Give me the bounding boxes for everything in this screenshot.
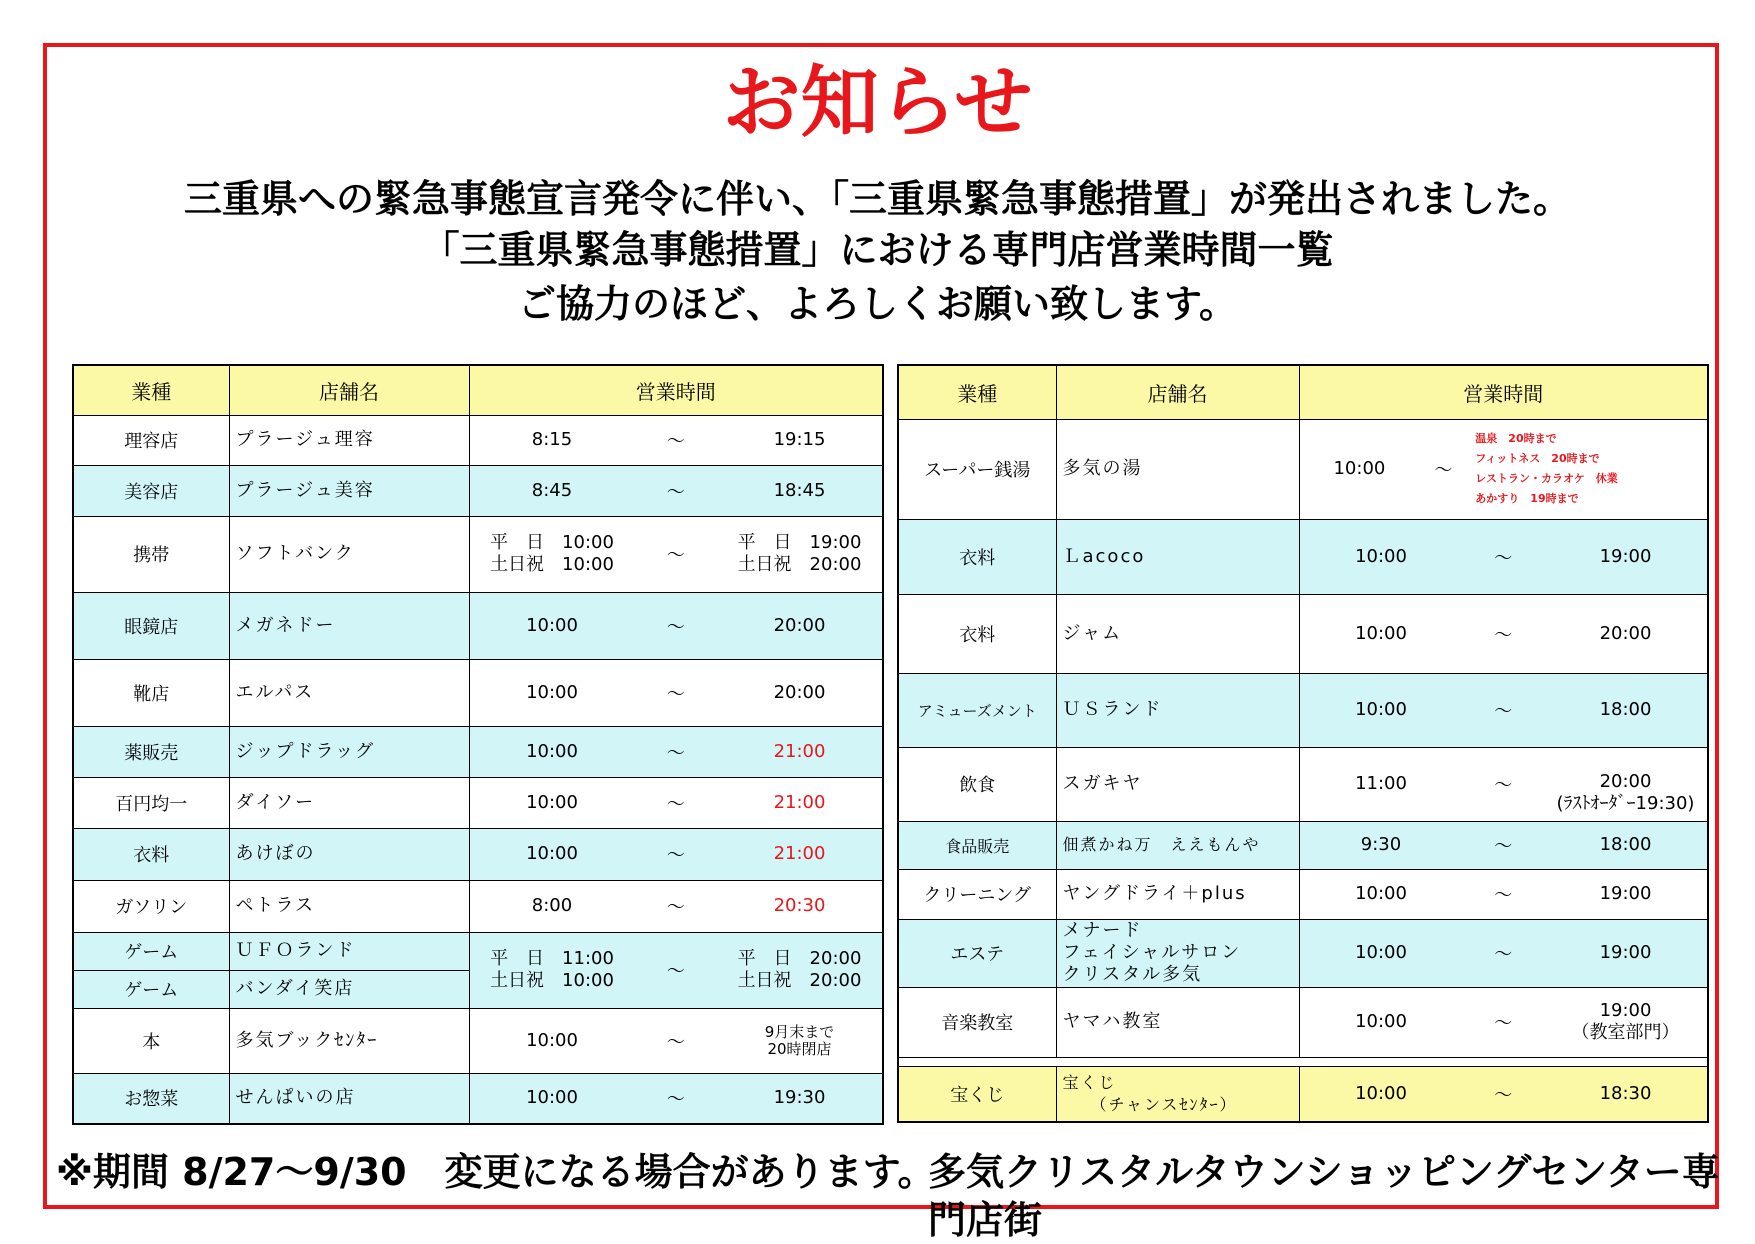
store-cell: ジップドラッグ [229, 726, 469, 777]
store-cell: バンダイ笑店 [229, 970, 469, 1008]
hours-table-right [897, 364, 1709, 1123]
category-cell: 携帯 [73, 516, 229, 592]
hours-cell [469, 592, 883, 659]
tilde: 〜 [1434, 460, 1453, 481]
tilde: 〜 [666, 845, 685, 866]
hours-cell [1299, 673, 1708, 747]
table-row [73, 726, 883, 777]
category-cell: お惣菜 [73, 1073, 229, 1124]
hours-cell [1299, 1066, 1708, 1122]
table-row [73, 1073, 883, 1124]
tilde: 〜 [666, 1031, 685, 1053]
hours-cell [469, 777, 883, 828]
category-cell: 食品販売 [898, 821, 1056, 869]
close-time: 19:15 [773, 429, 826, 450]
header-category: 業種 [898, 365, 1056, 419]
category-cell: クリーニング [898, 869, 1056, 919]
store-cell: せんぱいの店 [229, 1073, 469, 1124]
category-cell: 音楽教室 [898, 987, 1056, 1057]
table-row [898, 419, 1708, 519]
tilde: 〜 [666, 961, 685, 982]
tilde: 〜 [1494, 944, 1513, 965]
open-time: 10:00 [1355, 622, 1407, 644]
open-time: 平 日 10:00 土日祝 10:00 [490, 532, 614, 575]
table-row [73, 465, 883, 516]
category-cell: ゲーム [73, 970, 229, 1008]
subtitle-line-3: ご協力のほど、よろしくお願い致します。 [518, 282, 1237, 326]
store-cell: ヤングドライ＋plus [1056, 869, 1299, 919]
open-time: 10:00 [526, 681, 578, 703]
hours-cell [469, 828, 883, 880]
hours-table-left [72, 364, 884, 1125]
close-time: 19:00 [1599, 883, 1652, 904]
hours-cell [469, 415, 883, 465]
table-row [73, 777, 883, 828]
close-time: 18:00 [1599, 834, 1652, 855]
hours-cell [1299, 747, 1708, 821]
close-time: 20:00 (ﾗｽﾄｵｰﾀﾞｰ19:30) [1556, 771, 1695, 814]
category-cell: スーパー銭湯 [898, 419, 1056, 519]
open-time: 11:00 [1355, 773, 1407, 794]
header-category: 業種 [73, 365, 229, 415]
close-time: 18:30 [1599, 1082, 1652, 1104]
hours-cell [469, 932, 883, 1008]
hours-cell [469, 465, 883, 516]
tilde: 〜 [1494, 885, 1513, 906]
category-cell: 眼鏡店 [73, 592, 229, 659]
category-cell: ゲーム [73, 932, 229, 970]
tilde: 〜 [1494, 624, 1513, 646]
hours-cell [469, 516, 883, 592]
hours-cell [469, 1008, 883, 1073]
table-row [73, 1008, 883, 1073]
store-cell: ジャム [1056, 594, 1299, 673]
close-time: 20:00 [1599, 622, 1652, 644]
tilde: 〜 [666, 897, 685, 918]
open-time: 平 日 11:00 土日祝 10:00 [490, 948, 614, 991]
open-time: 10:00 [526, 843, 578, 864]
close-time: 19:30 [773, 1087, 826, 1109]
store-cell: メナード フェイシャルサロン クリスタル多気 [1056, 919, 1299, 987]
table-row [898, 519, 1708, 594]
tilde: 〜 [666, 1089, 685, 1111]
close-time: 19:00 （教室部門） [1571, 1000, 1680, 1043]
store-cell: ダイソー [229, 777, 469, 828]
notice-title: お知らせ [722, 58, 1033, 148]
open-time: 10:00 [1355, 942, 1407, 963]
table-row [898, 747, 1708, 821]
store-cell: メガネドー [229, 592, 469, 659]
tilde: 〜 [666, 545, 685, 566]
hours-cell [1299, 869, 1708, 919]
facility-notes: 温泉 20時まで フィットネス 20時まで レストラン・カラオケ 休業 あかすり 19時まで [1475, 432, 1618, 505]
hours-cell [469, 880, 883, 932]
tilde: 〜 [1494, 547, 1513, 569]
table-gap [898, 1057, 1708, 1066]
store-cell: プラージュ理容 [229, 415, 469, 465]
open-time: 10:00 [1333, 458, 1386, 479]
category-cell: 理容店 [73, 415, 229, 465]
table-row [898, 594, 1708, 673]
mall-name: 多気クリスタルタウンショッピングセンター専門店街 [928, 1150, 1720, 1242]
table-row [73, 592, 883, 659]
close-time: 20:00 [773, 681, 826, 703]
store-cell: ヤマハ教室 [1056, 987, 1299, 1057]
close-time: 19:00 [1599, 942, 1652, 963]
header-hours: 営業時間 [1299, 365, 1708, 419]
tilde: 〜 [666, 431, 685, 452]
store-cell: ソフトバンク [229, 516, 469, 592]
close-time: 19:00 [1599, 545, 1652, 567]
table-row [898, 987, 1708, 1057]
close-time: 20:30 [773, 895, 826, 916]
close-time: 21:00 [773, 843, 826, 864]
category-cell: 衣料 [898, 594, 1056, 673]
open-time: 10:00 [1355, 1011, 1407, 1032]
category-cell: 衣料 [73, 828, 229, 880]
open-time: 10:00 [1355, 883, 1407, 904]
tilde: 〜 [666, 481, 685, 503]
hours-cell [1299, 594, 1708, 673]
close-time: 平 日 20:00 土日祝 20:00 [737, 948, 862, 991]
store-cell: 多気ブックｾﾝﾀｰ [229, 1008, 469, 1073]
store-cell: ＵＳランド [1056, 673, 1299, 747]
tilde: 〜 [1494, 1013, 1513, 1034]
hours-cell [1299, 419, 1708, 519]
hours-cell [1299, 821, 1708, 869]
table-row [898, 869, 1708, 919]
category-cell: アミューズメント [898, 673, 1056, 747]
store-cell: ペトラス [229, 880, 469, 932]
category-cell: 飲食 [898, 747, 1056, 821]
subtitle-line-2: 「三重県緊急事態措置」における専門店営業時間一覧 [421, 228, 1334, 272]
open-time: 10:00 [526, 791, 578, 813]
hours-cell [1299, 519, 1708, 594]
category-cell: 美容店 [73, 465, 229, 516]
close-time: 18:45 [773, 479, 826, 501]
tilde: 〜 [1494, 1084, 1513, 1106]
hours-cell [469, 726, 883, 777]
open-time: 10:00 [1355, 545, 1407, 567]
open-time: 8:00 [531, 895, 573, 916]
open-time: 8:45 [531, 479, 573, 501]
store-cell: あけぼの [229, 828, 469, 880]
header-hours: 営業時間 [469, 365, 883, 415]
store-cell: プラージュ美容 [229, 465, 469, 516]
close-time: 21:00 [773, 740, 826, 762]
store-cell: ＵＦＯランド [229, 932, 469, 970]
close-time: 20:00 [773, 614, 826, 636]
tilde: 〜 [666, 683, 685, 705]
category-cell: 宝くじ [898, 1066, 1056, 1122]
store-cell: エルパス [229, 659, 469, 726]
open-time: 10:00 [526, 614, 578, 636]
hours-cell [469, 659, 883, 726]
category-cell: 衣料 [898, 519, 1056, 594]
table-row [898, 919, 1708, 987]
tilde: 〜 [1494, 836, 1513, 857]
hours-cell [469, 1073, 883, 1124]
table-row [73, 932, 883, 970]
table-row [73, 828, 883, 880]
close-time: 18:00 [1599, 699, 1652, 720]
store-cell: 多気の湯 [1056, 419, 1299, 519]
open-time: 10:00 [526, 1087, 578, 1109]
tilde: 〜 [666, 616, 685, 638]
category-cell: 薬販売 [73, 726, 229, 777]
category-cell: 靴店 [73, 659, 229, 726]
tilde: 〜 [666, 793, 685, 815]
period-note: ※期間 8/27〜9/30 変更になる場合があります。 [56, 1150, 936, 1194]
close-time: 平 日 19:00 土日祝 20:00 [737, 532, 862, 575]
subtitle-line-1: 三重県への緊急事態宣言発令に伴い、「三重県緊急事態措置」が発出されました。 [183, 177, 1571, 221]
store-cell: 佃煮かね万 ええもんや [1056, 821, 1299, 869]
open-time: 10:00 [526, 740, 578, 762]
close-time: 21:00 [773, 791, 826, 813]
open-time: 9:30 [1360, 834, 1402, 855]
store-cell: 宝くじ （チャンスｾﾝﾀｰ） [1056, 1066, 1299, 1122]
category-cell: 百円均一 [73, 777, 229, 828]
store-cell: スガキヤ [1056, 747, 1299, 821]
open-time: 10:00 [1355, 1082, 1407, 1104]
store-cell: Ｌacoco [1056, 519, 1299, 594]
hours-cell [1299, 919, 1708, 987]
table-row [898, 673, 1708, 747]
table-row [73, 659, 883, 726]
table-row [898, 1066, 1708, 1122]
tilde: 〜 [1494, 701, 1513, 722]
open-time: 10:00 [1355, 699, 1407, 720]
table-row [898, 821, 1708, 869]
tilde: 〜 [1494, 775, 1513, 796]
header-store: 店舗名 [1056, 365, 1299, 419]
gap-cell [898, 1057, 1708, 1066]
open-time: 8:15 [531, 429, 573, 450]
category-cell: エステ [898, 919, 1056, 987]
table-row [73, 516, 883, 592]
hours-cell [1299, 987, 1708, 1057]
category-cell: ガソリン [73, 880, 229, 932]
close-time: 9月末まで 20時閉店 [764, 1022, 835, 1058]
open-time: 10:00 [526, 1029, 578, 1051]
table-row [73, 880, 883, 932]
category-cell: 本 [73, 1008, 229, 1073]
tilde: 〜 [666, 742, 685, 764]
header-store: 店舗名 [229, 365, 469, 415]
table-row [73, 415, 883, 465]
